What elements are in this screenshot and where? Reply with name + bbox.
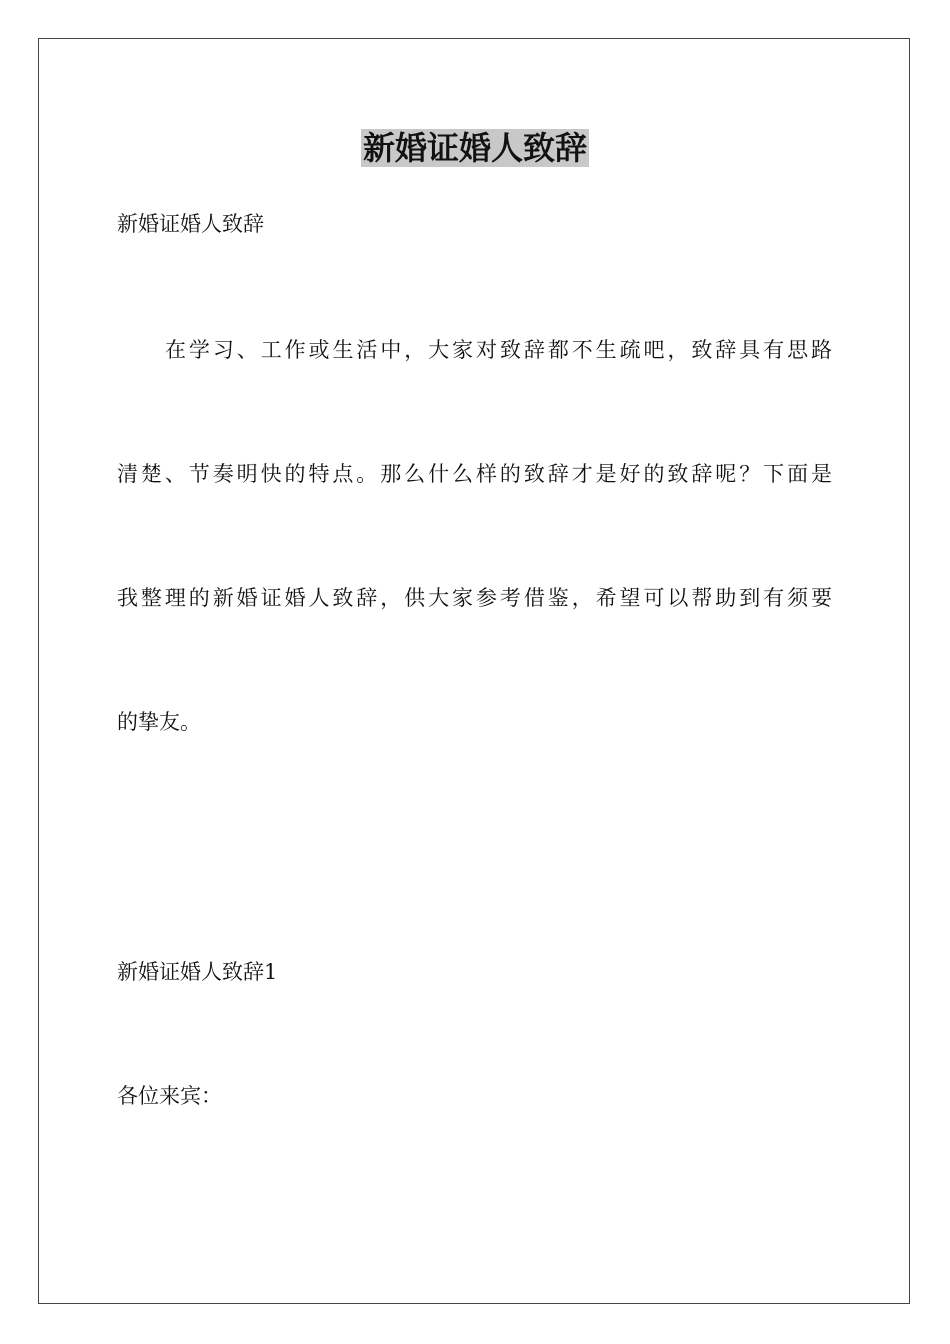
intro-line-2: 清楚、节奏明快的特点。那么什么样的致辞才是好的致辞呢？下面是 bbox=[117, 462, 832, 486]
intro-line-3: 我整理的新婚证婚人致辞，供大家参考借鉴，希望可以帮助到有须要 bbox=[117, 586, 832, 610]
greeting: 各位来宾： bbox=[117, 1084, 222, 1108]
intro-line-4: 的挚友。 bbox=[117, 710, 201, 734]
document-title-text: 新婚证婚人致辞 bbox=[362, 129, 587, 167]
section-heading: 新婚证婚人致辞1 bbox=[117, 960, 278, 984]
intro-line-1: 在学习、工作或生活中，大家对致辞都不生疏吧，致辞具有思路 bbox=[165, 338, 832, 362]
document-subtitle: 新婚证婚人致辞 bbox=[117, 212, 264, 236]
document-title bbox=[0, 126, 950, 170]
